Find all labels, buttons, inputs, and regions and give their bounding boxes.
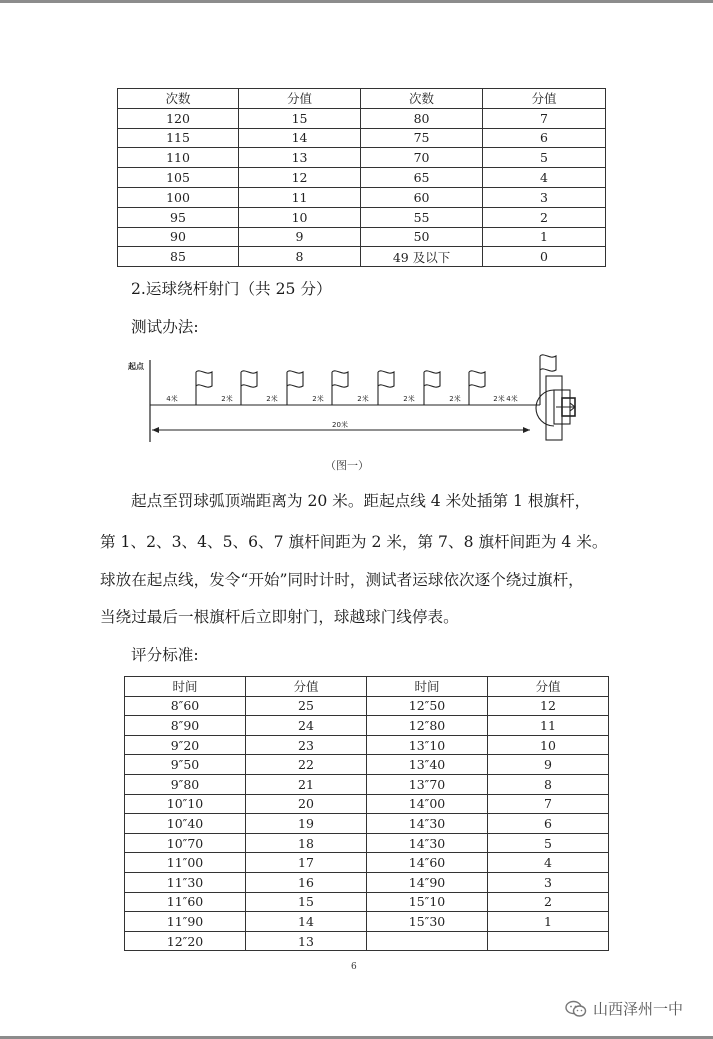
- table-cell: 15″10: [367, 892, 488, 912]
- penalty-arc: [536, 390, 554, 426]
- table-cell: 55: [361, 207, 483, 227]
- table-cell: 2: [483, 207, 606, 227]
- scoring-label: 评分标准:: [131, 646, 199, 664]
- header-cell: 时间: [367, 677, 488, 697]
- table-cell: 5: [483, 148, 606, 168]
- table-cell: 14″60: [367, 853, 488, 873]
- header-cell: 次数: [361, 89, 483, 109]
- table-row: [125, 755, 609, 775]
- table-cell: 7: [483, 108, 606, 128]
- table-cell: 65: [361, 168, 483, 188]
- table-row: [125, 931, 609, 951]
- table-cell: 21: [246, 774, 367, 794]
- table-cell: 15: [246, 892, 367, 912]
- flag-icon: [287, 371, 303, 405]
- table-cell: 9: [239, 227, 361, 247]
- table-header-row: [125, 677, 609, 697]
- table-cell: 23: [246, 735, 367, 755]
- segment-label: 2米: [357, 395, 369, 403]
- page-number: 6: [351, 962, 357, 972]
- table-cell: 15: [239, 108, 361, 128]
- table-cell: 100: [118, 187, 239, 207]
- table-cell: 17: [246, 853, 367, 873]
- segment-label: 4米: [506, 395, 518, 403]
- header-cell: 分值: [246, 677, 367, 697]
- table-row: [125, 814, 609, 834]
- flag-icon: [241, 371, 257, 405]
- start-label: 起点: [128, 362, 144, 371]
- header-cell: 分值: [239, 89, 361, 109]
- table-cell: 14: [246, 912, 367, 932]
- header-cell: 分值: [488, 677, 609, 697]
- table-cell: 4: [483, 168, 606, 188]
- table-cell: 120: [118, 108, 239, 128]
- table-cell: 4: [488, 853, 609, 873]
- table-cell: 1: [483, 227, 606, 247]
- table-row: [118, 148, 606, 168]
- table-cell: 70: [361, 148, 483, 168]
- table-cell: 18: [246, 833, 367, 853]
- paragraph-line: 起点至罚球弧顶端距离为 20 米。距起点线 4 米处插第 1 根旗杆，: [131, 492, 591, 510]
- table-cell: 19: [246, 814, 367, 834]
- table-cell: 3: [488, 872, 609, 892]
- table-cell: 14″00: [367, 794, 488, 814]
- table-cell: 13″70: [367, 774, 488, 794]
- flag-icon: [378, 371, 394, 405]
- flag-icon: [196, 371, 212, 405]
- table-cell: 85: [118, 247, 239, 267]
- table-cell: 14: [239, 128, 361, 148]
- table-cell: 3: [483, 187, 606, 207]
- table-cell: 8: [488, 774, 609, 794]
- score-table-count: [117, 88, 606, 267]
- table-cell: [488, 931, 609, 951]
- table-cell: 49 及以下: [361, 247, 483, 267]
- table-cell: 80: [361, 108, 483, 128]
- header-cell: 分值: [483, 89, 606, 109]
- segment-label: 4米: [166, 395, 178, 403]
- table-cell: 25: [246, 696, 367, 716]
- table-cell: 11″90: [125, 912, 246, 932]
- table-cell: 14″30: [367, 814, 488, 834]
- table-cell: 110: [118, 148, 239, 168]
- paragraph-line: 当绕过最后一根旗杆后立即射门，球越球门线停表。: [100, 608, 459, 626]
- table-row: [125, 872, 609, 892]
- total-distance-label: 20米: [332, 421, 348, 429]
- arrow-icon: [556, 403, 575, 411]
- table-cell: 9: [488, 755, 609, 775]
- table-cell: [367, 931, 488, 951]
- table-cell: 14″90: [367, 872, 488, 892]
- table-cell: 13: [246, 931, 367, 951]
- header-cell: 次数: [118, 89, 239, 109]
- table-cell: 13″40: [367, 755, 488, 775]
- table-row: [118, 247, 606, 267]
- table-cell: 20: [246, 794, 367, 814]
- table-cell: 11″00: [125, 853, 246, 873]
- table-cell: 7: [488, 794, 609, 814]
- table-cell: 8″90: [125, 716, 246, 736]
- flag-icon: [469, 371, 485, 405]
- table-cell: 24: [246, 716, 367, 736]
- table-row: [118, 108, 606, 128]
- table-cell: 11″60: [125, 892, 246, 912]
- segment-label: 2米: [449, 395, 461, 403]
- flag-icon: [424, 371, 440, 405]
- table-row: [125, 912, 609, 932]
- table-cell: 10″70: [125, 833, 246, 853]
- paragraph-line: 球放在起点线，发令“开始”同时计时，测试者运球依次逐个绕过旗杆，: [100, 571, 584, 589]
- table-cell: 15″30: [367, 912, 488, 932]
- segment-label: 2米: [266, 395, 278, 403]
- table-row: [118, 207, 606, 227]
- table-cell: 8: [239, 247, 361, 267]
- watermark-text: 山西泽州一中: [593, 1000, 684, 1018]
- table-row: [125, 716, 609, 736]
- table-cell: 14″30: [367, 833, 488, 853]
- arrowhead-left: [152, 427, 159, 433]
- table-row: [118, 168, 606, 188]
- table-row: [118, 128, 606, 148]
- table-cell: 5: [488, 833, 609, 853]
- table-cell: 90: [118, 227, 239, 247]
- course-diagram: [128, 350, 588, 450]
- table-cell: 13: [239, 148, 361, 168]
- table-cell: 9″20: [125, 735, 246, 755]
- table-cell: 12″80: [367, 716, 488, 736]
- paragraph-line: 第 1、2、3、4、5、6、7 旗杆间距为 2 米，第 7、8 旗杆间距为 4 米。: [100, 533, 608, 551]
- table-cell: 6: [488, 814, 609, 834]
- table-cell: 8″60: [125, 696, 246, 716]
- table-cell: 11: [488, 716, 609, 736]
- table-cell: 1: [488, 912, 609, 932]
- section-heading: 2.运球绕杆射门（共 25 分）: [131, 280, 332, 298]
- table-cell: 11: [239, 187, 361, 207]
- table-row: [125, 735, 609, 755]
- table-cell: 50: [361, 227, 483, 247]
- table-cell: 9″50: [125, 755, 246, 775]
- arrowhead-right: [523, 427, 530, 433]
- table-row: [118, 187, 606, 207]
- table-row: [125, 794, 609, 814]
- segment-label: 2米: [403, 395, 415, 403]
- table-cell: 10″10: [125, 794, 246, 814]
- table-cell: 95: [118, 207, 239, 227]
- top-border: [0, 0, 713, 3]
- score-table-time: [124, 676, 609, 951]
- table-cell: 16: [246, 872, 367, 892]
- flag-icon: [332, 371, 348, 405]
- table-cell: 12″20: [125, 931, 246, 951]
- table-cell: 13″10: [367, 735, 488, 755]
- table-row: [125, 696, 609, 716]
- watermark: [565, 998, 683, 1019]
- table-row: [125, 833, 609, 853]
- table-cell: 75: [361, 128, 483, 148]
- segment-label: 2米: [493, 395, 505, 403]
- segment-label: 2米: [312, 395, 324, 403]
- table-row: [125, 774, 609, 794]
- table-cell: 10: [239, 207, 361, 227]
- header-cell: 时间: [125, 677, 246, 697]
- table-row: [118, 227, 606, 247]
- table-cell: 9″80: [125, 774, 246, 794]
- segment-label: 2米: [221, 395, 233, 403]
- table-cell: 12: [488, 696, 609, 716]
- table-cell: 12: [239, 168, 361, 188]
- table-cell: 6: [483, 128, 606, 148]
- table-cell: 60: [361, 187, 483, 207]
- wechat-icon: [565, 1000, 587, 1018]
- table-cell: 22: [246, 755, 367, 775]
- table-header-row: [118, 89, 606, 109]
- table-cell: 115: [118, 128, 239, 148]
- table-cell: 11″30: [125, 872, 246, 892]
- figure-caption: （图一）: [325, 459, 369, 472]
- table-row: [125, 892, 609, 912]
- test-method-label: 测试办法:: [131, 318, 199, 336]
- table-cell: 105: [118, 168, 239, 188]
- table-cell: 0: [483, 247, 606, 267]
- table-cell: 12″50: [367, 696, 488, 716]
- table-cell: 10″40: [125, 814, 246, 834]
- table-cell: 2: [488, 892, 609, 912]
- table-row: [125, 853, 609, 873]
- table-cell: 10: [488, 735, 609, 755]
